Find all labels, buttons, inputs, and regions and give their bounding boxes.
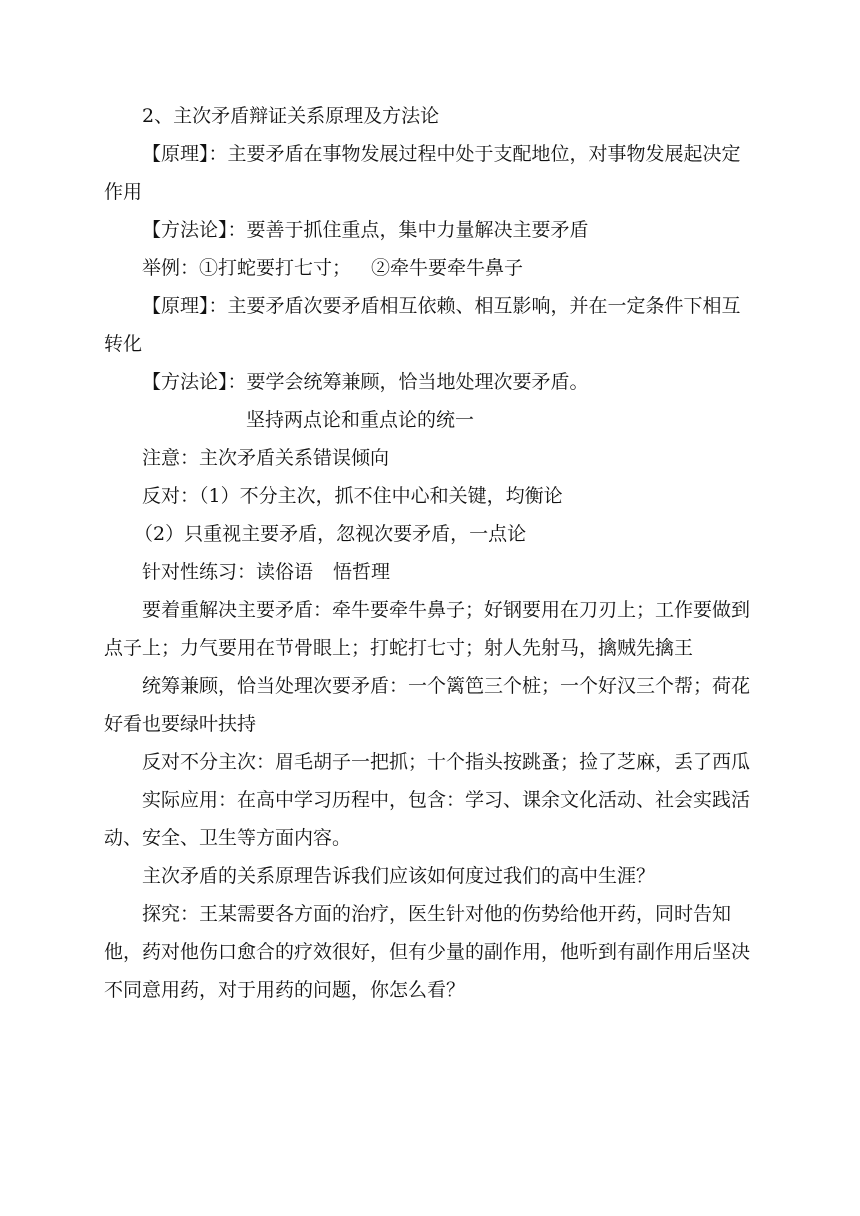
oppose-paragraph-2: [104, 515, 754, 553]
oppose-paragraph-1: [104, 477, 754, 515]
secondary-contradiction-paragraph: [104, 667, 754, 743]
oppose-text-1: （1）不分主次，抓不住中心和关键，均衡论: [199, 485, 563, 507]
principle-label: 【原理】: [142, 143, 209, 165]
document-content: [104, 97, 754, 1009]
question-text: 主次矛盾的关系原理告诉我们应该如何度过我们的高中生涯？: [142, 865, 656, 887]
inquiry-text: 探究：王某需要各方面的治疗，医生针对他的伤势给他开药，同时告知他，药对他伤口愈合的疗效很好，但有少量的副作用，他听到有副作用后坚决不同意用药，对于用药的问题，你怎么看？: [104, 903, 751, 1001]
main-contradiction-text: 要着重解决主要矛盾：牵牛要牵牛鼻子；好钢要用在刀刃上；工作要做到点子上；力气要用在节骨眼上；打蛇打七寸；射人先射马，擒贼先擒王: [104, 599, 751, 659]
principle-label-2: 【原理】: [142, 295, 209, 317]
main-contradiction-paragraph: [104, 591, 754, 667]
question-paragraph: [104, 857, 754, 895]
inquiry-paragraph: [104, 895, 754, 1009]
method-paragraph-1: [104, 211, 754, 249]
method-label-2: 【方法论】: [142, 371, 228, 393]
application-paragraph: [104, 781, 754, 857]
principle-text: ：主要矛盾在事物发展过程中处于支配地位，对事物发展起决定作用: [104, 143, 741, 203]
example-item-2: ②牵牛要牵牛鼻子: [371, 257, 524, 279]
oppose-no-priority-text: 反对不分主次：眉毛胡子一把抓；十个指头按跳蚤；捡了芝麻，丢了西瓜: [142, 751, 751, 773]
oppose-label: 反对：: [142, 485, 200, 507]
principle-text-2: ：主要矛盾次要矛盾相互依赖、相互影响，并在一定条件下相互转化: [104, 295, 741, 355]
practice-label: 针对性练习：读俗语: [142, 561, 314, 583]
principle-paragraph-1: [104, 135, 754, 211]
secondary-contradiction-text: 统筹兼顾，恰当处理次要矛盾：一个篱笆三个桩；一个好汉三个帮；荷花好看也要绿叶扶持: [104, 675, 751, 735]
example-item-1: ①打蛇要打七寸；: [199, 257, 352, 279]
practice-text: 悟哲理: [333, 561, 391, 583]
example-paragraph: [104, 249, 754, 287]
method-label: 【方法论】: [142, 219, 228, 241]
unity-text: 坚持两点论和重点论的统一: [246, 409, 475, 431]
oppose-no-priority-paragraph: [104, 743, 754, 781]
method-paragraph-2: [104, 363, 754, 401]
example-label: 举例：: [142, 257, 200, 279]
section-heading: [104, 97, 754, 135]
note-text: 注意：主次矛盾关系错误倾向: [142, 447, 390, 469]
application-text: 实际应用：在高中学习历程中，包含：学习、课余文化活动、社会实践活动、安全、卫生等方面内容。: [104, 789, 751, 849]
principle-paragraph-2: [104, 287, 754, 363]
unity-paragraph: [104, 401, 754, 439]
section-heading-text: 2、主次矛盾辩证关系原理及方法论: [142, 105, 440, 127]
method-text: ：要善于抓住重点，集中力量解决主要矛盾: [227, 219, 589, 241]
method-text-2: ：要学会统筹兼顾，恰当地处理次要矛盾。: [227, 371, 589, 393]
practice-paragraph: [104, 553, 754, 591]
oppose-text-2: （2）只重视主要矛盾，忽视次要矛盾，一点论: [134, 523, 527, 545]
note-paragraph: [104, 439, 754, 477]
